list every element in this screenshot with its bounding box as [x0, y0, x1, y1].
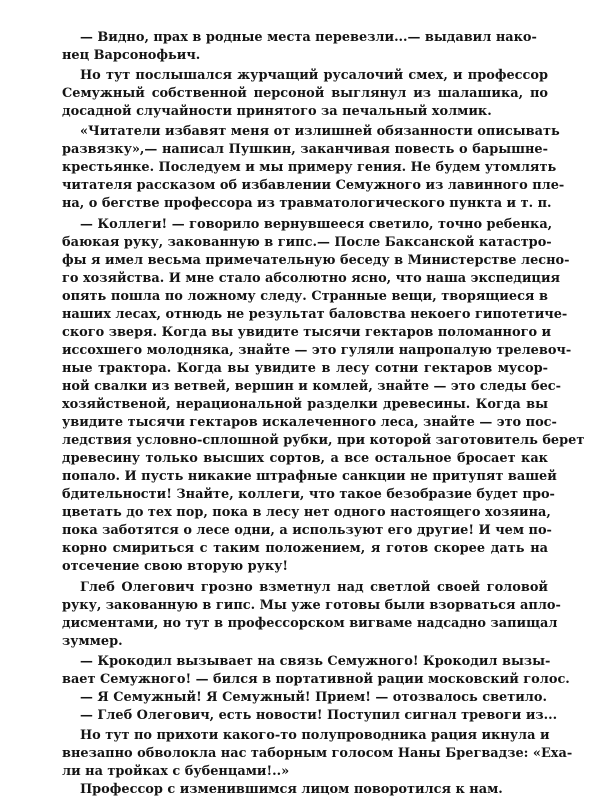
- text-line: Но тут послышался журчащий русалочий смех, и профессор: [80, 68, 548, 83]
- text-line: — Глеб Олегович, есть новости! Поступил сигнал тревоги из...: [80, 708, 558, 723]
- text-line: иссохшего молодняка, знайте — это гуляли напропалую трелевоч-: [62, 343, 572, 358]
- text-line: го хозяйства. И мне стало абсолютно ясно, что наша экспедиция: [62, 271, 561, 286]
- text-line: «Читатели избавят меня от излишней обязанности описывать: [80, 124, 560, 139]
- text-line: крестьянке. Последуем и мы примеру гения. Не будем утомлять: [62, 160, 557, 175]
- text-line: дисментами, но тут в профессорском вигваме надсадно запищал: [62, 616, 558, 631]
- text-line: ной свалки из ветвей, вершин и комлей, знайте — это следы бес-: [62, 379, 561, 394]
- text-line: Но тут по прихоти какого-то полупроводника рация икнула и: [80, 728, 550, 743]
- text-line: ледствия условно-сплошной рубки, при которой заготовитель берет: [62, 433, 585, 448]
- text-line: читателя рассказом об избавлении Семужного из лавинного пле-: [62, 178, 565, 193]
- text-line: наших лесах, отнюдь не результат баловства некоего гипотетиче-: [62, 307, 568, 322]
- text-line: ные трактора. Когда вы увидите в лесу сотни гектаров мусор-: [62, 361, 548, 376]
- text-line: Глеб Олегович грозно взметнул над светлой своей головой: [80, 580, 548, 595]
- text-line: хозяйственой, нерациональной разделки древесины. Когда вы: [62, 397, 548, 412]
- text-line: цветать до тех пор, пока в лесу нет одного настоящего хозяина,: [62, 505, 551, 520]
- text-line: баюкая руку, закованную в гипс.— После Баксанской катастро-: [62, 235, 552, 250]
- text-line: досадной случайности принятого за печальный холмик.: [62, 104, 492, 119]
- text-line: ского зверя. Когда вы увидите тысячи гектаров поломанного и: [62, 325, 552, 340]
- text-line: опять пошла по ложному следу. Странные вещи, творящиеся в: [62, 289, 548, 304]
- text-line: корно смириться с таким положением, я готов скорее дать на: [62, 541, 548, 556]
- text-line: — Крокодил вызывает на связь Семужного! Крокодил вызы-: [80, 654, 551, 669]
- text-line: на, о бегстве профессора из травматологического пункта и т. п.: [62, 196, 552, 211]
- text-line: отсечение свою вторую руку!: [62, 559, 289, 574]
- text-line: — Я Семужный! Я Семужный! Прием! — отозвалось светило.: [80, 690, 547, 705]
- text-line: руку, закованную в гипс. Мы уже готовы были взорваться апло-: [62, 598, 561, 613]
- text-line: — Видно, прах в родные места перевезли...— выдавил нако-: [80, 30, 537, 45]
- text-line: Семужный собственной персоной выглянул из шалашика, по: [62, 86, 548, 101]
- text-line: попало. И пусть никакие штрафные санкции не притупят вашей: [62, 469, 557, 484]
- text-line: внезапно обволокла нас таборным голосом Наны Брегвадзе: «Еха-: [62, 746, 573, 761]
- text-line: Профессор с изменившимся лицом поворотился к нам.: [80, 782, 503, 797]
- text-line: — Коллеги! — говорило вернувшееся светило, точно ребенка,: [80, 217, 553, 232]
- text-line: нец Варсонофьич.: [62, 48, 201, 63]
- text-line: ли на тройках с бубенцами!..»: [62, 764, 290, 779]
- text-line: зуммер.: [62, 634, 123, 649]
- text-line: фы я имел весьма примечательную беседу в Министерстве лесно-: [62, 253, 570, 268]
- text-line: древесину только высших сортов, а все остальное бросает как: [62, 451, 548, 466]
- text-line: вает Семужного! — бился в портативной рации московский голос.: [62, 672, 570, 687]
- text-line: увидите тысячи гектаров искалеченного леса, знайте — это пос-: [62, 415, 557, 430]
- text-line: бдительности! Знайте, коллеги, что такое безобразие будет про-: [62, 487, 555, 502]
- text-line: пока заботятся о лесе одни, а используют его другие! И чем по-: [62, 523, 552, 538]
- text-line: развязку»,— написал Пушкин, заканчивая повесть о барышне-: [62, 142, 548, 157]
